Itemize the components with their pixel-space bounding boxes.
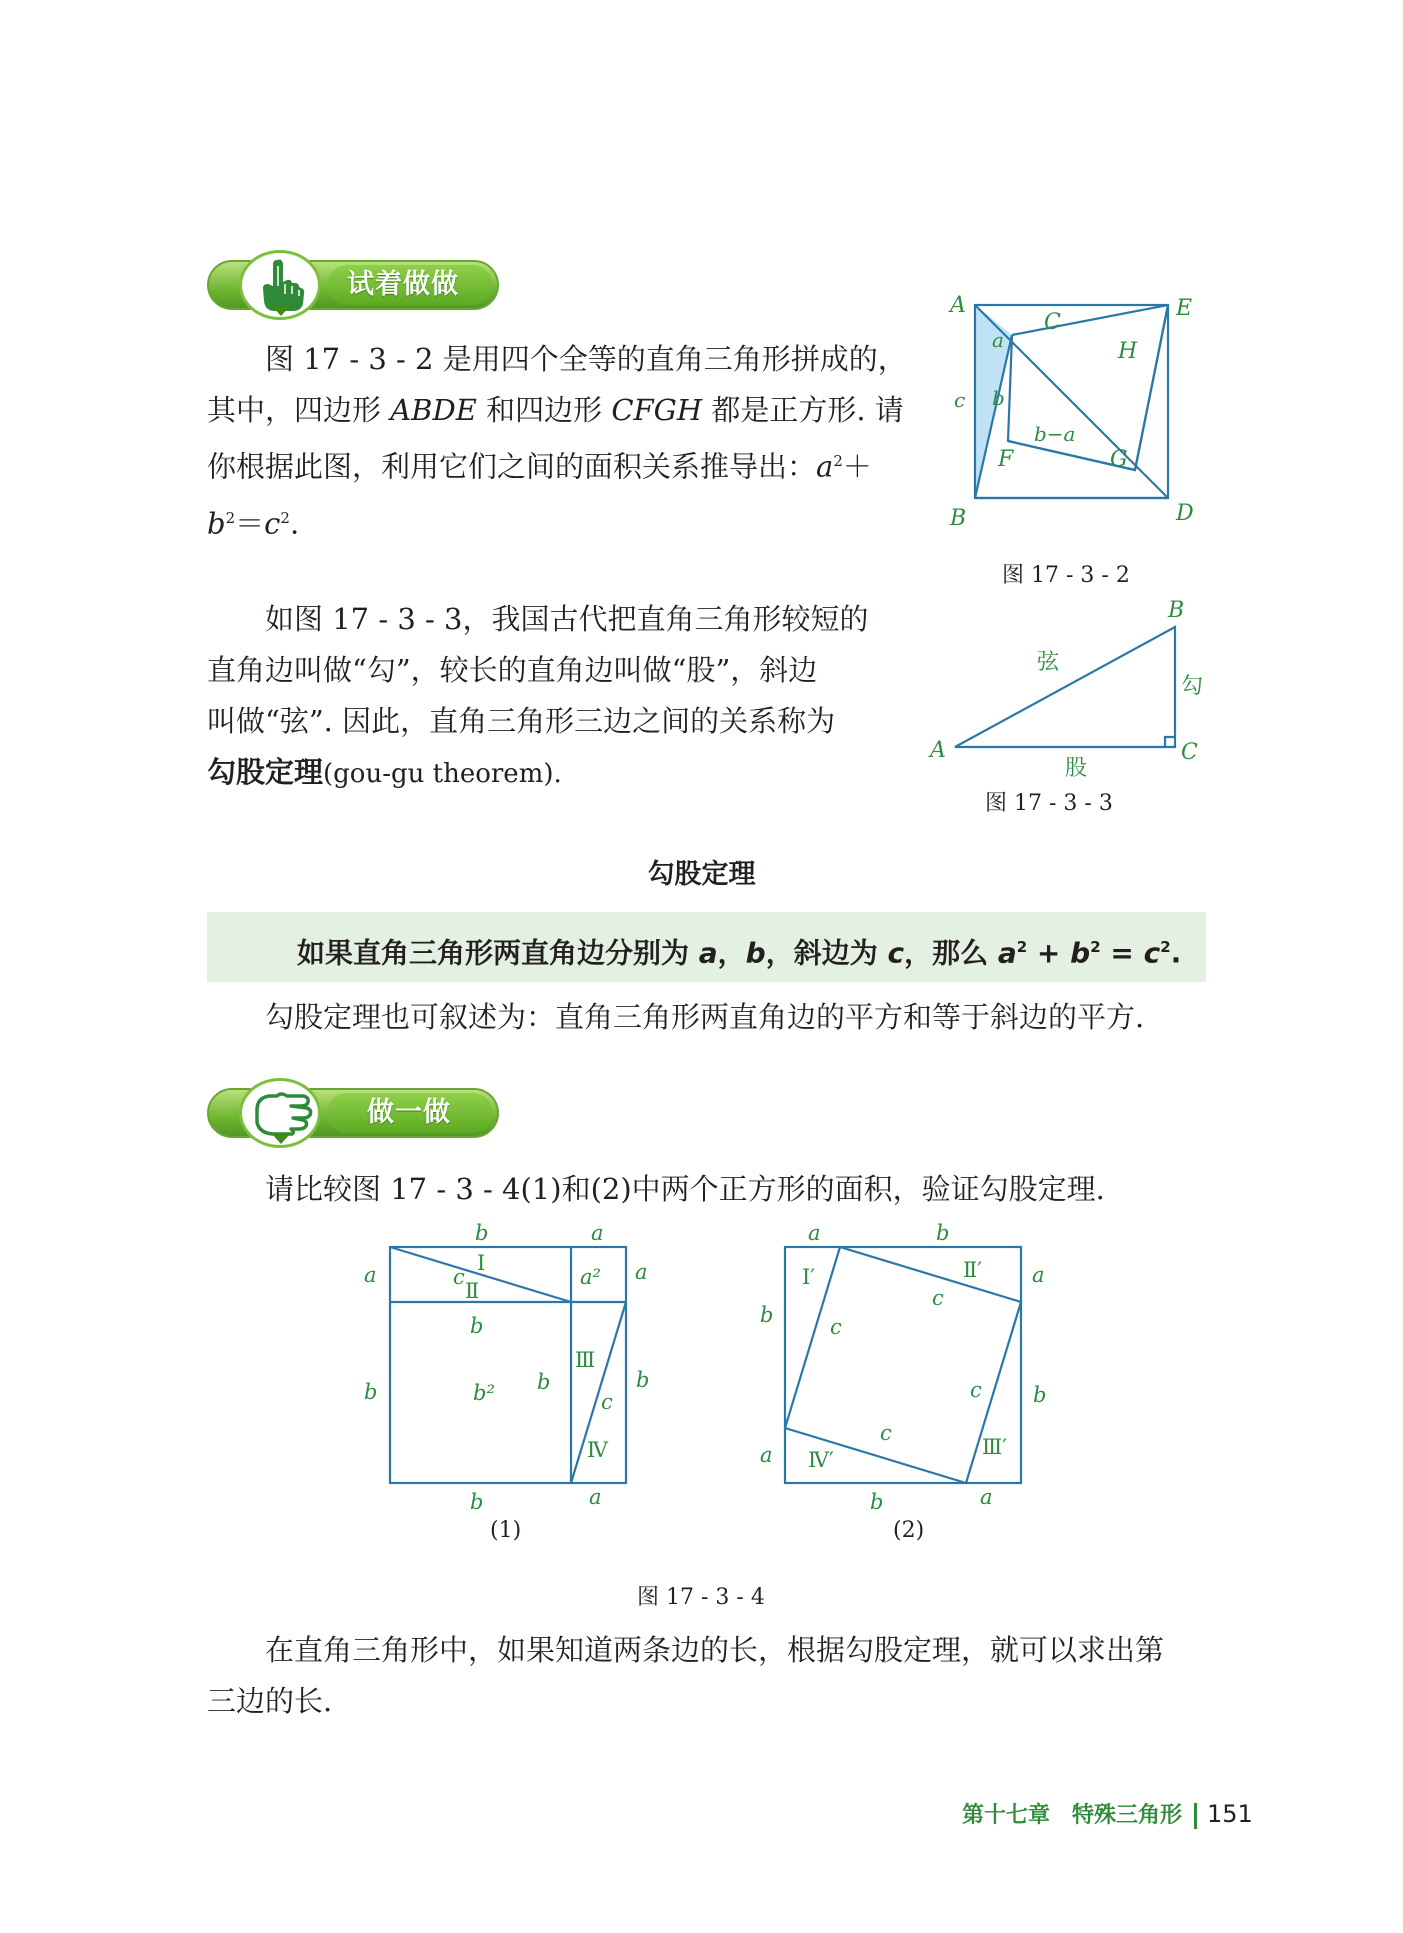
label-b: b xyxy=(936,1222,950,1245)
region-I: Ⅰ xyxy=(477,1251,486,1275)
text-run: + xyxy=(1027,936,1071,970)
text-line: 请比较图 17 - 3 - 4(1)和(2)中两个正方形的面积，验证勾股定理. xyxy=(265,1172,1105,1206)
label-b: b xyxy=(364,1380,378,1404)
caption-17-3-2: 图 17 - 3 - 2 xyxy=(1002,563,1130,588)
region-III-prime: Ⅲ′ xyxy=(982,1435,1008,1459)
page-number: 151 xyxy=(1207,1800,1253,1828)
exponent: 2 xyxy=(1090,938,1101,956)
region-IV: Ⅳ xyxy=(587,1438,608,1462)
text-run: 你根据此图，利用它们之间的面积关系推导出： xyxy=(207,449,817,484)
text-line: 三边的长. xyxy=(207,1684,333,1718)
badge-arrow xyxy=(272,1134,290,1144)
text-run: ，那么 xyxy=(904,936,998,970)
text-line: 叫做“弦”. 因此，直角三角形三边之间的关系称为 xyxy=(207,704,836,738)
exponent: 2 xyxy=(225,508,236,527)
theorem-statement xyxy=(297,912,1181,988)
text-line: 直角边叫做“勾”，较长的直角边叫做“股”，斜边 xyxy=(207,653,818,687)
region-IV-prime: Ⅳ′ xyxy=(808,1448,834,1472)
label-a-squared: a² xyxy=(580,1265,601,1289)
label-b: b xyxy=(760,1303,774,1327)
math-c: c xyxy=(264,506,281,541)
label-B: B xyxy=(950,506,967,531)
text-run: ，斜边为 xyxy=(765,936,888,970)
text-run: 其中，四边形 xyxy=(207,393,391,427)
theorem-restatement xyxy=(265,992,1144,1043)
text-run: ＝ xyxy=(235,506,265,541)
label-B: B xyxy=(1168,598,1185,623)
label-a: a xyxy=(980,1485,993,1509)
label-c: c xyxy=(453,1265,465,1289)
label-a: a xyxy=(760,1443,773,1467)
term-gougu: 勾股定理 xyxy=(207,755,324,789)
math-a: a xyxy=(816,449,834,484)
text-line: 在直角三角形中，如果知道两条边的长，根据勾股定理，就可以求出第 xyxy=(265,1633,1165,1667)
label-b: b xyxy=(470,1490,484,1512)
section1-paragraph xyxy=(207,334,907,549)
label-b: b xyxy=(537,1370,551,1394)
math-b: b xyxy=(745,936,766,970)
text-run: . xyxy=(289,506,300,541)
subcaption-2: (2) xyxy=(893,1518,925,1543)
math-b: b xyxy=(1070,936,1091,970)
text-run: . xyxy=(1170,936,1182,970)
label-a: a xyxy=(364,1263,377,1287)
label-b: b xyxy=(470,1314,484,1338)
region-II-prime: Ⅱ′ xyxy=(963,1258,983,1282)
math-abde: ABDE xyxy=(390,393,477,427)
label-D: D xyxy=(1176,501,1194,526)
text-run: ， xyxy=(717,936,746,970)
text-run: ＋ xyxy=(842,449,872,484)
label-b: b xyxy=(870,1490,884,1512)
section-label-try: 试着做做 xyxy=(347,269,459,300)
label-gou: 勾 xyxy=(1181,674,1204,699)
label-b-squared: b² xyxy=(473,1381,495,1405)
badge-arrow xyxy=(272,306,290,316)
section-badge-do xyxy=(207,1078,507,1148)
exponent: 2 xyxy=(280,508,290,527)
figure-17-3-2 xyxy=(940,285,1200,545)
closing-paragraph xyxy=(207,1625,1164,1727)
label-xian: 弦 xyxy=(1037,650,1060,675)
hand-icon xyxy=(251,1088,313,1138)
caption-17-3-4: 图 17 - 3 - 4 xyxy=(637,1585,765,1610)
label-A: A xyxy=(950,293,966,318)
label-c: c xyxy=(954,388,966,412)
math-cfgh: CFGH xyxy=(611,393,703,427)
subcaption-1: (1) xyxy=(490,1518,522,1543)
label-C: C xyxy=(1181,740,1198,765)
label-E: E xyxy=(1176,296,1193,321)
math-b: b xyxy=(207,506,226,541)
section3-instruction xyxy=(265,1164,1105,1215)
caption-17-3-3: 图 17 - 3 - 3 xyxy=(985,791,1113,816)
label-a: a xyxy=(591,1222,604,1245)
text-line: 如图 17 - 3 - 3，我国古代把直角三角形较短的 xyxy=(265,602,869,636)
page-footer xyxy=(962,1797,1253,1831)
label-F: F xyxy=(998,447,1014,472)
math-c: c xyxy=(887,936,905,970)
exponent: 2 xyxy=(1016,938,1028,956)
text-run: = xyxy=(1100,936,1144,970)
label-b-minus-a: b−a xyxy=(1034,422,1076,446)
theorem-title: 勾股定理 xyxy=(647,859,756,890)
label-c: c xyxy=(880,1421,892,1445)
label-a: a xyxy=(1032,1263,1045,1287)
math-a: a xyxy=(997,936,1017,970)
label-A: A xyxy=(930,738,946,763)
label-b: b xyxy=(636,1368,650,1392)
section2-paragraph xyxy=(207,594,869,800)
label-b: b xyxy=(475,1222,489,1245)
text-run: 图 17 - 3 - 2 是用四个全等的直角三角形拼成的， xyxy=(265,342,907,376)
footer-divider xyxy=(1194,1803,1197,1829)
figure-17-3-4-part2 xyxy=(750,1222,1060,1512)
region-I-prime: Ⅰ′ xyxy=(802,1265,816,1289)
section-label-do: 做一做 xyxy=(367,1097,451,1128)
term-english: (gou-gu theorem). xyxy=(323,759,562,789)
theorem-box xyxy=(207,912,1206,982)
label-G: G xyxy=(1110,447,1128,472)
label-a: a xyxy=(808,1222,821,1245)
label-b: b xyxy=(1033,1383,1047,1407)
text-line: 勾股定理也可叙述为：直角三角形两直角边的平方和等于斜边的平方. xyxy=(265,1000,1145,1034)
label-c: c xyxy=(601,1390,613,1414)
math-a: a xyxy=(698,936,718,970)
exponent: 2 xyxy=(833,452,843,470)
text-run: 都是正方形. 请 xyxy=(702,393,904,427)
label-a: a xyxy=(635,1260,648,1284)
label-b: b xyxy=(992,386,1005,410)
label-C: C xyxy=(1044,310,1061,335)
figure-17-3-3 xyxy=(925,595,1215,785)
label-gu: 股 xyxy=(1065,756,1088,781)
label-H: H xyxy=(1118,339,1138,364)
label-c: c xyxy=(932,1286,944,1310)
figure-17-3-4-part1 xyxy=(355,1222,665,1512)
text-run: 和四边形 xyxy=(476,393,612,427)
label-a: a xyxy=(589,1485,602,1509)
region-III: Ⅲ xyxy=(575,1348,596,1372)
exponent: 2 xyxy=(1160,938,1171,956)
section-badge-try xyxy=(207,250,507,320)
label-a: a xyxy=(992,328,1004,352)
chapter-title: 第十七章 特殊三角形 xyxy=(962,1803,1183,1828)
region-II: Ⅱ xyxy=(465,1279,480,1303)
label-c: c xyxy=(830,1315,842,1339)
label-c: c xyxy=(970,1378,982,1402)
text-run: 如果直角三角形两直角边分别为 xyxy=(297,936,699,970)
math-c: c xyxy=(1143,936,1161,970)
